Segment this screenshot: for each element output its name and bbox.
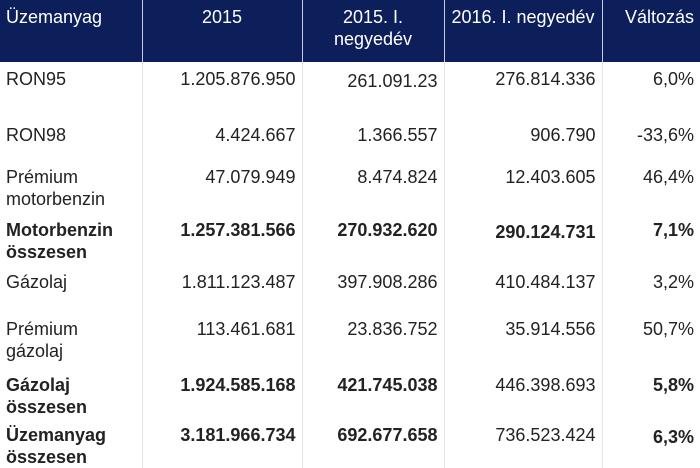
table-row xyxy=(0,265,700,312)
header-2015: 2015 xyxy=(142,0,302,62)
value-2015: 113.461.681 xyxy=(142,312,302,368)
fuel-name: Motorbenzin összesen xyxy=(6,220,113,262)
value-2016-q1: 736.523.424 xyxy=(444,418,602,468)
value-2016-q1: 446.398.693 xyxy=(444,368,602,418)
value-2015: 4.424.667 xyxy=(142,118,302,160)
table-row xyxy=(0,312,700,368)
header-fuel: Üzemanyag xyxy=(0,0,142,62)
value-2015-q1: 261.091.23 xyxy=(302,62,444,118)
value-2015: 1.811.123.487 xyxy=(142,265,302,312)
value-change: -33,6% xyxy=(602,118,700,160)
fuel-name: Gázolaj összesen xyxy=(6,375,88,417)
value-2015: 1.257.381.566 xyxy=(142,213,302,265)
table-row xyxy=(0,418,700,468)
value-2015-q1: 23.836.752 xyxy=(302,312,444,368)
value-2016-q1: 12.403.605 xyxy=(444,160,602,213)
table-row xyxy=(0,160,700,213)
table-row xyxy=(0,213,700,265)
fuel-name: Üzemanyag összesen xyxy=(6,425,107,467)
value-2015: 47.079.949 xyxy=(142,160,302,213)
value-2015-q1: 8.474.824 xyxy=(302,160,444,213)
value-2015-q1: 270.932.620 xyxy=(302,213,444,265)
fuel-name: RON95 xyxy=(6,69,67,89)
table-row xyxy=(0,118,700,160)
value-2015: 3.181.966.734 xyxy=(142,418,302,468)
table-header xyxy=(0,0,700,62)
value-2016-q1: 410.484.137 xyxy=(444,265,602,312)
header-2015-q1: 2015. I. negyedév xyxy=(302,0,444,62)
value-2016-q1: 276.814.336 xyxy=(444,62,602,118)
value-2015: 1.924.585.168 xyxy=(142,368,302,418)
table-row xyxy=(0,368,700,418)
value-change: 6,3% xyxy=(602,418,700,468)
value-change: 5,8% xyxy=(602,368,700,418)
value-2015-q1: 397.908.286 xyxy=(302,265,444,312)
value-2015-q1: 692.677.658 xyxy=(302,418,444,468)
fuel-name: Prémium gázolaj xyxy=(6,319,79,361)
header-row xyxy=(0,0,700,62)
value-2016-q1: 906.790 xyxy=(444,118,602,160)
value-change: 6,0% xyxy=(602,62,700,118)
table-body xyxy=(0,62,700,468)
table-row xyxy=(0,62,700,118)
value-change: 50,7% xyxy=(602,312,700,368)
header-2016-q1: 2016. I. negyedév xyxy=(444,0,602,62)
value-change: 46,4% xyxy=(602,160,700,213)
value-2015-q1: 1.366.557 xyxy=(302,118,444,160)
fuel-name: Prémium motorbenzin xyxy=(6,167,106,209)
value-change: 7,1% xyxy=(602,213,700,265)
value-2015: 1.205.876.950 xyxy=(142,62,302,118)
value-change: 3,2% xyxy=(602,265,700,312)
value-2015-q1: 421.745.038 xyxy=(302,368,444,418)
fuel-name: Gázolaj xyxy=(6,272,68,292)
fuel-name: RON98 xyxy=(6,125,67,145)
header-change: Változás xyxy=(602,0,700,62)
value-2016-q1: 35.914.556 xyxy=(444,312,602,368)
value-2016-q1: 290.124.731 xyxy=(444,213,602,265)
